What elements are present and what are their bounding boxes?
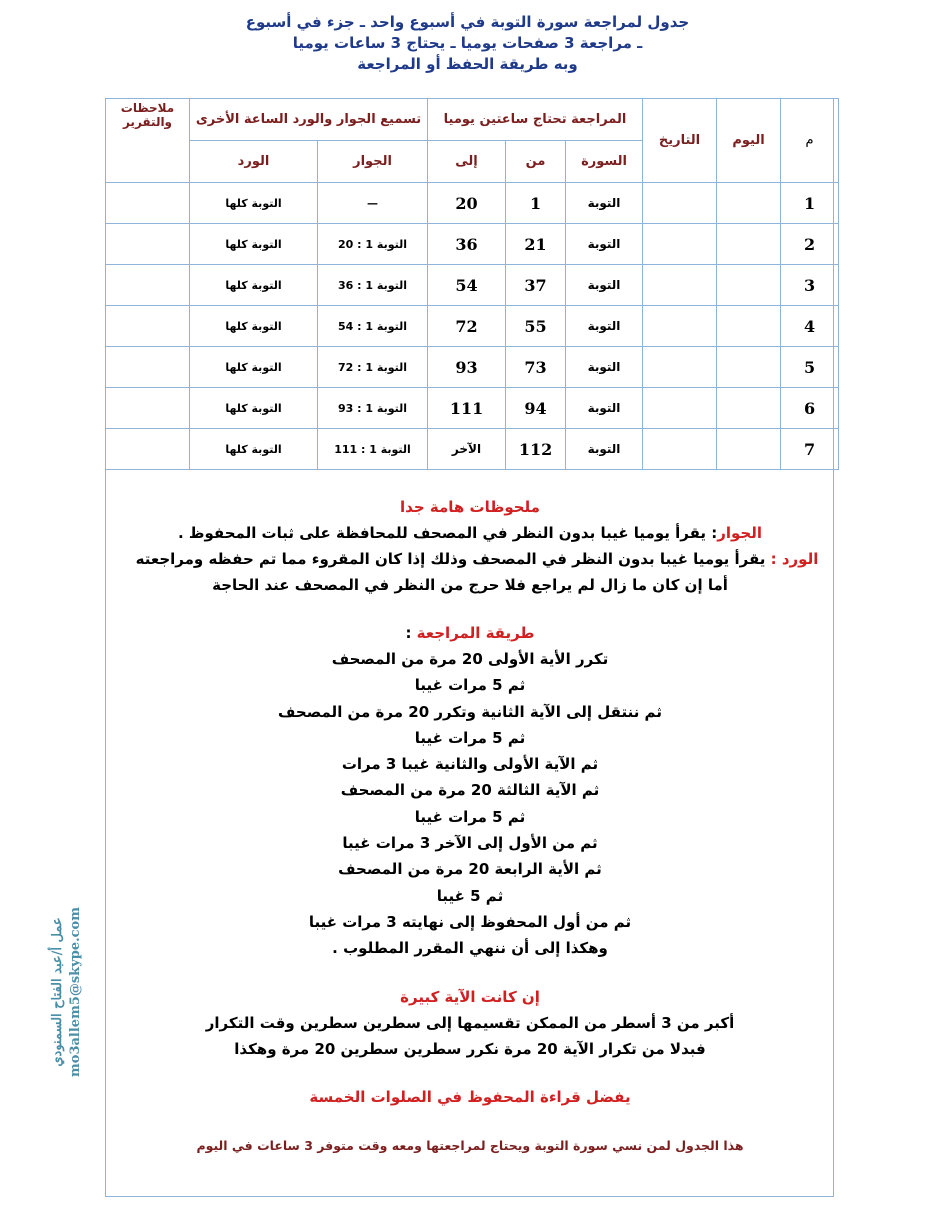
table-row bbox=[106, 347, 839, 388]
from-cell: 73 bbox=[506, 347, 566, 388]
side-credit-email: mo3allem5@skype.com bbox=[68, 906, 83, 1077]
from-cell: 21 bbox=[506, 224, 566, 265]
row-number: 4 bbox=[781, 306, 839, 347]
notes-title: ملحوظات هامة جدا bbox=[400, 498, 540, 516]
page-header bbox=[0, 12, 935, 75]
method-step: ثم 5 غيبا bbox=[436, 886, 504, 905]
header-line-1: جدول لمراجعة سورة التوبة في أسبوع واحد ـ جزء في أسبوع bbox=[245, 13, 690, 31]
table-row bbox=[106, 429, 839, 470]
header-line-2: ـ مراجعة 3 صفحات يوميا ـ يحتاج 3 ساعات يوميا bbox=[292, 34, 643, 52]
table-row bbox=[106, 183, 839, 224]
method-step: ثم الآية الأولى والثانية غيبا 3 مرات bbox=[341, 755, 599, 774]
from-cell: 37 bbox=[506, 265, 566, 306]
wird-cell: التوبة كلها bbox=[190, 224, 318, 265]
group-header-review: المراجعة تحتاج ساعتين يوميا bbox=[428, 99, 643, 141]
method-title-suffix: : bbox=[405, 624, 417, 642]
table-row bbox=[106, 306, 839, 347]
row-number: 3 bbox=[781, 265, 839, 306]
to-cell: 20 bbox=[428, 183, 506, 224]
long-verse-line-2: فبدلا من تكرار الآية 20 مرة نكرر سطرين سطرين 20 مرة وهكذا bbox=[234, 1039, 706, 1058]
side-credit-author: عمل أ/عبد الفتاح السمنودي bbox=[50, 916, 65, 1067]
sub-header-to: إلى bbox=[428, 141, 506, 183]
col-header-date: التاريخ bbox=[643, 99, 717, 183]
from-cell: 55 bbox=[506, 306, 566, 347]
method-step: ثم 5 مرات غيبا bbox=[414, 728, 526, 747]
table-row bbox=[106, 265, 839, 306]
row-number: 1 bbox=[781, 183, 839, 224]
col-header-number: م bbox=[781, 99, 839, 183]
method-step: ثم الآية الثالثة 20 مرة من المصحف bbox=[340, 781, 600, 800]
row-number: 5 bbox=[781, 347, 839, 388]
sub-header-surah: السورة bbox=[566, 141, 643, 183]
footer-note: هذا الجدول لمن نسي سورة التوبة ويحتاج لمراجعتها ومعه وقت متوفر 3 ساعات في اليوم bbox=[196, 1137, 744, 1153]
jiwar-cell: التوبة 1 : 93 bbox=[318, 388, 428, 429]
surah-cell: التوبة bbox=[566, 388, 643, 429]
jiwar-cell: التوبة 1 : 20 bbox=[318, 224, 428, 265]
day-cell bbox=[717, 388, 781, 429]
wird-cell: التوبة كلها bbox=[190, 347, 318, 388]
notes-cell bbox=[106, 347, 190, 388]
to-cell: 54 bbox=[428, 265, 506, 306]
to-cell: 111 bbox=[428, 388, 506, 429]
table-row bbox=[106, 388, 839, 429]
date-cell bbox=[643, 347, 717, 388]
day-cell bbox=[717, 183, 781, 224]
wird-cell: التوبة كلها bbox=[190, 265, 318, 306]
sub-header-from: من bbox=[506, 141, 566, 183]
long-verse-line-1: أكبر من 3 أسطر من الممكن تقسيمها إلى سطرين سطرين وقت التكرار bbox=[205, 1013, 735, 1032]
day-cell bbox=[717, 265, 781, 306]
date-cell bbox=[643, 306, 717, 347]
day-cell bbox=[717, 306, 781, 347]
row-number: 6 bbox=[781, 388, 839, 429]
surah-cell: التوبة bbox=[566, 347, 643, 388]
jiwar-cell: التوبة 1 : 36 bbox=[318, 265, 428, 306]
notes-cell bbox=[106, 306, 190, 347]
to-cell: 72 bbox=[428, 306, 506, 347]
surah-cell: التوبة bbox=[566, 429, 643, 470]
wird-note-text: يقرأ يوميا غيبا بدون النظر في المصحف وذلك إذا كان المقروء مما تم حفظه ومراجعته bbox=[135, 550, 771, 568]
jiwar-cell: — bbox=[318, 183, 428, 224]
day-cell bbox=[717, 224, 781, 265]
wird-note bbox=[110, 546, 844, 572]
method-step: ثم من أول المحفوظ إلى نهايته 3 مرات غيبا bbox=[308, 912, 632, 931]
from-cell: 1 bbox=[506, 183, 566, 224]
notes-cell bbox=[106, 224, 190, 265]
from-cell: 94 bbox=[506, 388, 566, 429]
method-step: ثم من الأول إلى الآخر 3 مرات غيبا bbox=[342, 834, 598, 853]
date-cell bbox=[643, 183, 717, 224]
prayer-note: يفضل قراءة المحفوظ في الصلوات الخمسة bbox=[309, 1087, 631, 1106]
surah-cell: التوبة bbox=[566, 224, 643, 265]
method-title bbox=[110, 620, 830, 646]
notes-section bbox=[110, 490, 830, 1153]
jiwar-cell: التوبة 1 : 111 bbox=[318, 429, 428, 470]
row-number: 7 bbox=[781, 429, 839, 470]
jiwar-note bbox=[110, 520, 830, 546]
jiwar-cell: التوبة 1 : 54 bbox=[318, 306, 428, 347]
notes-cell bbox=[106, 265, 190, 306]
wird-cell: التوبة كلها bbox=[190, 429, 318, 470]
sub-header-wird: الورد bbox=[190, 141, 318, 183]
notes-cell bbox=[106, 183, 190, 224]
table-row bbox=[106, 224, 839, 265]
method-step: ثم الأية الرابعة 20 مرة من المصحف bbox=[338, 860, 602, 879]
method-step: ثم 5 مرات غيبا bbox=[414, 676, 526, 695]
surah-cell: التوبة bbox=[566, 265, 643, 306]
date-cell bbox=[643, 265, 717, 306]
notes-cell bbox=[106, 429, 190, 470]
notes-cell bbox=[106, 388, 190, 429]
jiwar-cell: التوبة 1 : 72 bbox=[318, 347, 428, 388]
date-cell bbox=[643, 388, 717, 429]
date-cell bbox=[643, 429, 717, 470]
col-header-day: اليوم bbox=[717, 99, 781, 183]
wird-note-continued: أما إن كان ما زال لم يراجع فلا حرج من النظر في المصحف عند الحاجة bbox=[212, 576, 728, 594]
to-cell: الآخر bbox=[428, 429, 506, 470]
wird-cell: التوبة كلها bbox=[190, 306, 318, 347]
jiwar-note-label: الجوار bbox=[717, 524, 762, 542]
long-verse-title: إن كانت الآية كبيرة bbox=[400, 987, 540, 1006]
to-cell: 93 bbox=[428, 347, 506, 388]
header-line-3: وبه طريقة الحفظ أو المراجعة bbox=[357, 55, 578, 73]
review-schedule-table bbox=[105, 98, 839, 470]
day-cell bbox=[717, 347, 781, 388]
method-step: ثم 5 مرات غيبا bbox=[414, 807, 526, 826]
wird-note-label: الورد : bbox=[770, 550, 819, 568]
side-credit bbox=[36, 824, 98, 1159]
date-cell bbox=[643, 224, 717, 265]
method-step: تكرر الأية الأولى 20 مرة من المصحف bbox=[331, 650, 609, 668]
sub-header-jiwar: الجوار bbox=[318, 141, 428, 183]
method-step: وهكذا إلى أن ننهي المقرر المطلوب . bbox=[332, 939, 608, 958]
from-cell: 112 bbox=[506, 429, 566, 470]
day-cell bbox=[717, 429, 781, 470]
to-cell: 36 bbox=[428, 224, 506, 265]
group-header-listen: تسميع الجوار والورد الساعة الأخرى bbox=[190, 99, 428, 141]
wird-cell: التوبة كلها bbox=[190, 183, 318, 224]
method-step: ثم ننتقل إلى الآية الثانية وتكرر 20 مرة من المصحف bbox=[278, 702, 662, 721]
wird-cell: التوبة كلها bbox=[190, 388, 318, 429]
surah-cell: التوبة bbox=[566, 306, 643, 347]
surah-cell: التوبة bbox=[566, 183, 643, 224]
col-header-notes: ملاحظات والتقرير bbox=[106, 99, 190, 183]
method-title-text: طريقة المراجعة bbox=[416, 624, 535, 642]
jiwar-note-text: : يقرأ يوميا غيبا بدون النظر في المصحف للمحافظة على ثبات المحفوظ . bbox=[178, 524, 718, 542]
row-number: 2 bbox=[781, 224, 839, 265]
